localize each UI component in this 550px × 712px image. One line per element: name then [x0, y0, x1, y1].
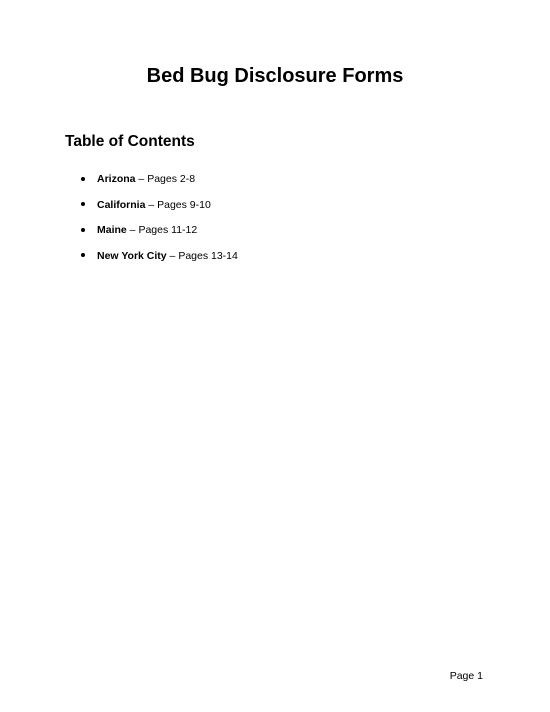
toc-entry-text [97, 249, 238, 263]
toc-item-california [0, 198, 550, 224]
bullet-icon [81, 202, 85, 206]
toc-entry-text [97, 172, 195, 186]
bullet-icon [81, 177, 85, 181]
toc-entry-text [97, 198, 211, 212]
toc-state-name: Maine [97, 224, 127, 236]
page-number: Page 1 [449, 670, 483, 682]
toc-entry-text [97, 223, 197, 237]
toc-state-name: New York City [97, 249, 167, 262]
toc-page-range: – Pages 13-14 [166, 249, 238, 262]
toc-page-range: – Pages 2-8 [135, 173, 196, 185]
toc-state-name: California [97, 198, 146, 211]
toc-state-name: Arizona [97, 173, 136, 185]
toc-item-new-york-city [0, 249, 550, 275]
toc-item-maine [0, 223, 550, 249]
table-of-contents-heading: Table of Contents [65, 133, 195, 150]
bullet-icon [81, 228, 85, 232]
toc-page-range: – Pages 11-12 [126, 224, 198, 236]
bullet-icon [81, 253, 85, 257]
toc-item-arizona [0, 172, 550, 198]
document-title: Bed Bug Disclosure Forms [146, 65, 404, 87]
toc-page-range: – Pages 9-10 [145, 198, 211, 211]
table-of-contents-list [0, 172, 550, 274]
